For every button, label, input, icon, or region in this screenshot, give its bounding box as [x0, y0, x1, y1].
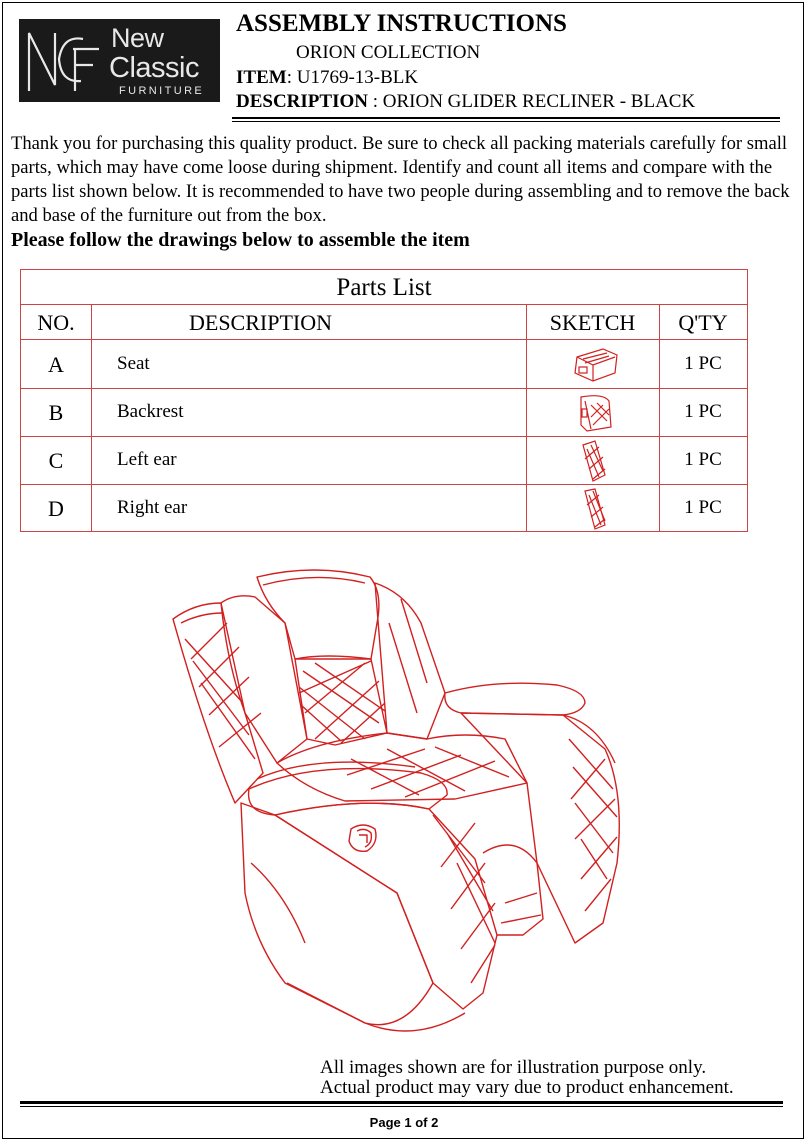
- description-line: [236, 91, 695, 113]
- part-qty: 1 PC: [684, 401, 722, 422]
- table-row: [21, 437, 747, 485]
- assembly-instruction: Please follow the drawings below to assemble the item: [11, 229, 470, 251]
- page-number: Page 1 of 2: [369, 1115, 439, 1130]
- header-rule-thin: [232, 121, 780, 122]
- parts-list-caption: Parts List: [21, 270, 747, 305]
- ncf-monogram: [23, 25, 107, 97]
- item-label: ITEM: [236, 67, 287, 88]
- header-qty: Q'TY: [678, 310, 728, 335]
- document-title: ASSEMBLY INSTRUCTIONS: [236, 10, 567, 37]
- part-no: B: [48, 400, 64, 425]
- disclaimer-line1: All images shown are for illustration purpose only.: [320, 1057, 707, 1078]
- header-no: NO.: [37, 310, 75, 335]
- header-sketch: SKETCH: [549, 310, 636, 335]
- part-no: A: [48, 352, 64, 377]
- table-row: [21, 485, 747, 533]
- parts-list-table: [20, 269, 748, 532]
- part-no: C: [48, 448, 64, 473]
- header-description: DESCRIPTION: [189, 310, 333, 335]
- item-value: : U1769-13-BLK: [286, 67, 419, 88]
- brand-logo: [19, 19, 220, 102]
- part-qty: 1 PC: [684, 449, 722, 470]
- part-no: D: [48, 496, 64, 521]
- brand-name-line3: FURNITURE: [119, 85, 205, 97]
- description-label: DESCRIPTION: [236, 91, 368, 112]
- table-row: [21, 389, 747, 437]
- seat-sketch-icon: [526, 341, 659, 390]
- footer-rule-thick: [20, 1101, 783, 1104]
- part-qty: 1 PC: [684, 353, 722, 374]
- right-ear-sketch-icon: [526, 485, 659, 536]
- recliner-illustration: [165, 563, 635, 1043]
- footer-rule-thin: [20, 1106, 783, 1107]
- recliner-release-handle: [349, 825, 376, 851]
- part-description: Seat: [117, 353, 150, 374]
- brand-name-line1: New: [111, 23, 164, 53]
- part-qty: 1 PC: [684, 497, 722, 518]
- brand-name-line2: Classic: [109, 52, 199, 84]
- intro-paragraph: Thank you for purchasing this quality product. Be sure to check all packing materials carefully for small parts, which may have come loose during shipment. Identify and count all items and compare with the parts list shown below. It is recommended to have two people during assembling and to remove the back and base of the furniture out from the box.: [11, 133, 790, 226]
- disclaimer: [320, 1058, 734, 1098]
- part-description: Right ear: [117, 497, 188, 518]
- table-row: [21, 341, 747, 389]
- description-value: : ORION GLIDER RECLINER - BLACK: [367, 91, 696, 112]
- backrest-sketch-icon: [526, 389, 659, 440]
- parts-list-header-row: [21, 305, 747, 340]
- parts-list-body: [21, 341, 747, 533]
- collection-name: ORION COLLECTION: [296, 42, 481, 63]
- header-rule-thick: [232, 117, 780, 119]
- disclaimer-line2: Actual product may vary due to product enhancement.: [320, 1077, 734, 1098]
- part-description: Backrest: [117, 401, 184, 422]
- part-description: Left ear: [117, 449, 177, 470]
- left-ear-sketch-icon: [526, 437, 659, 488]
- item-line: [236, 67, 418, 89]
